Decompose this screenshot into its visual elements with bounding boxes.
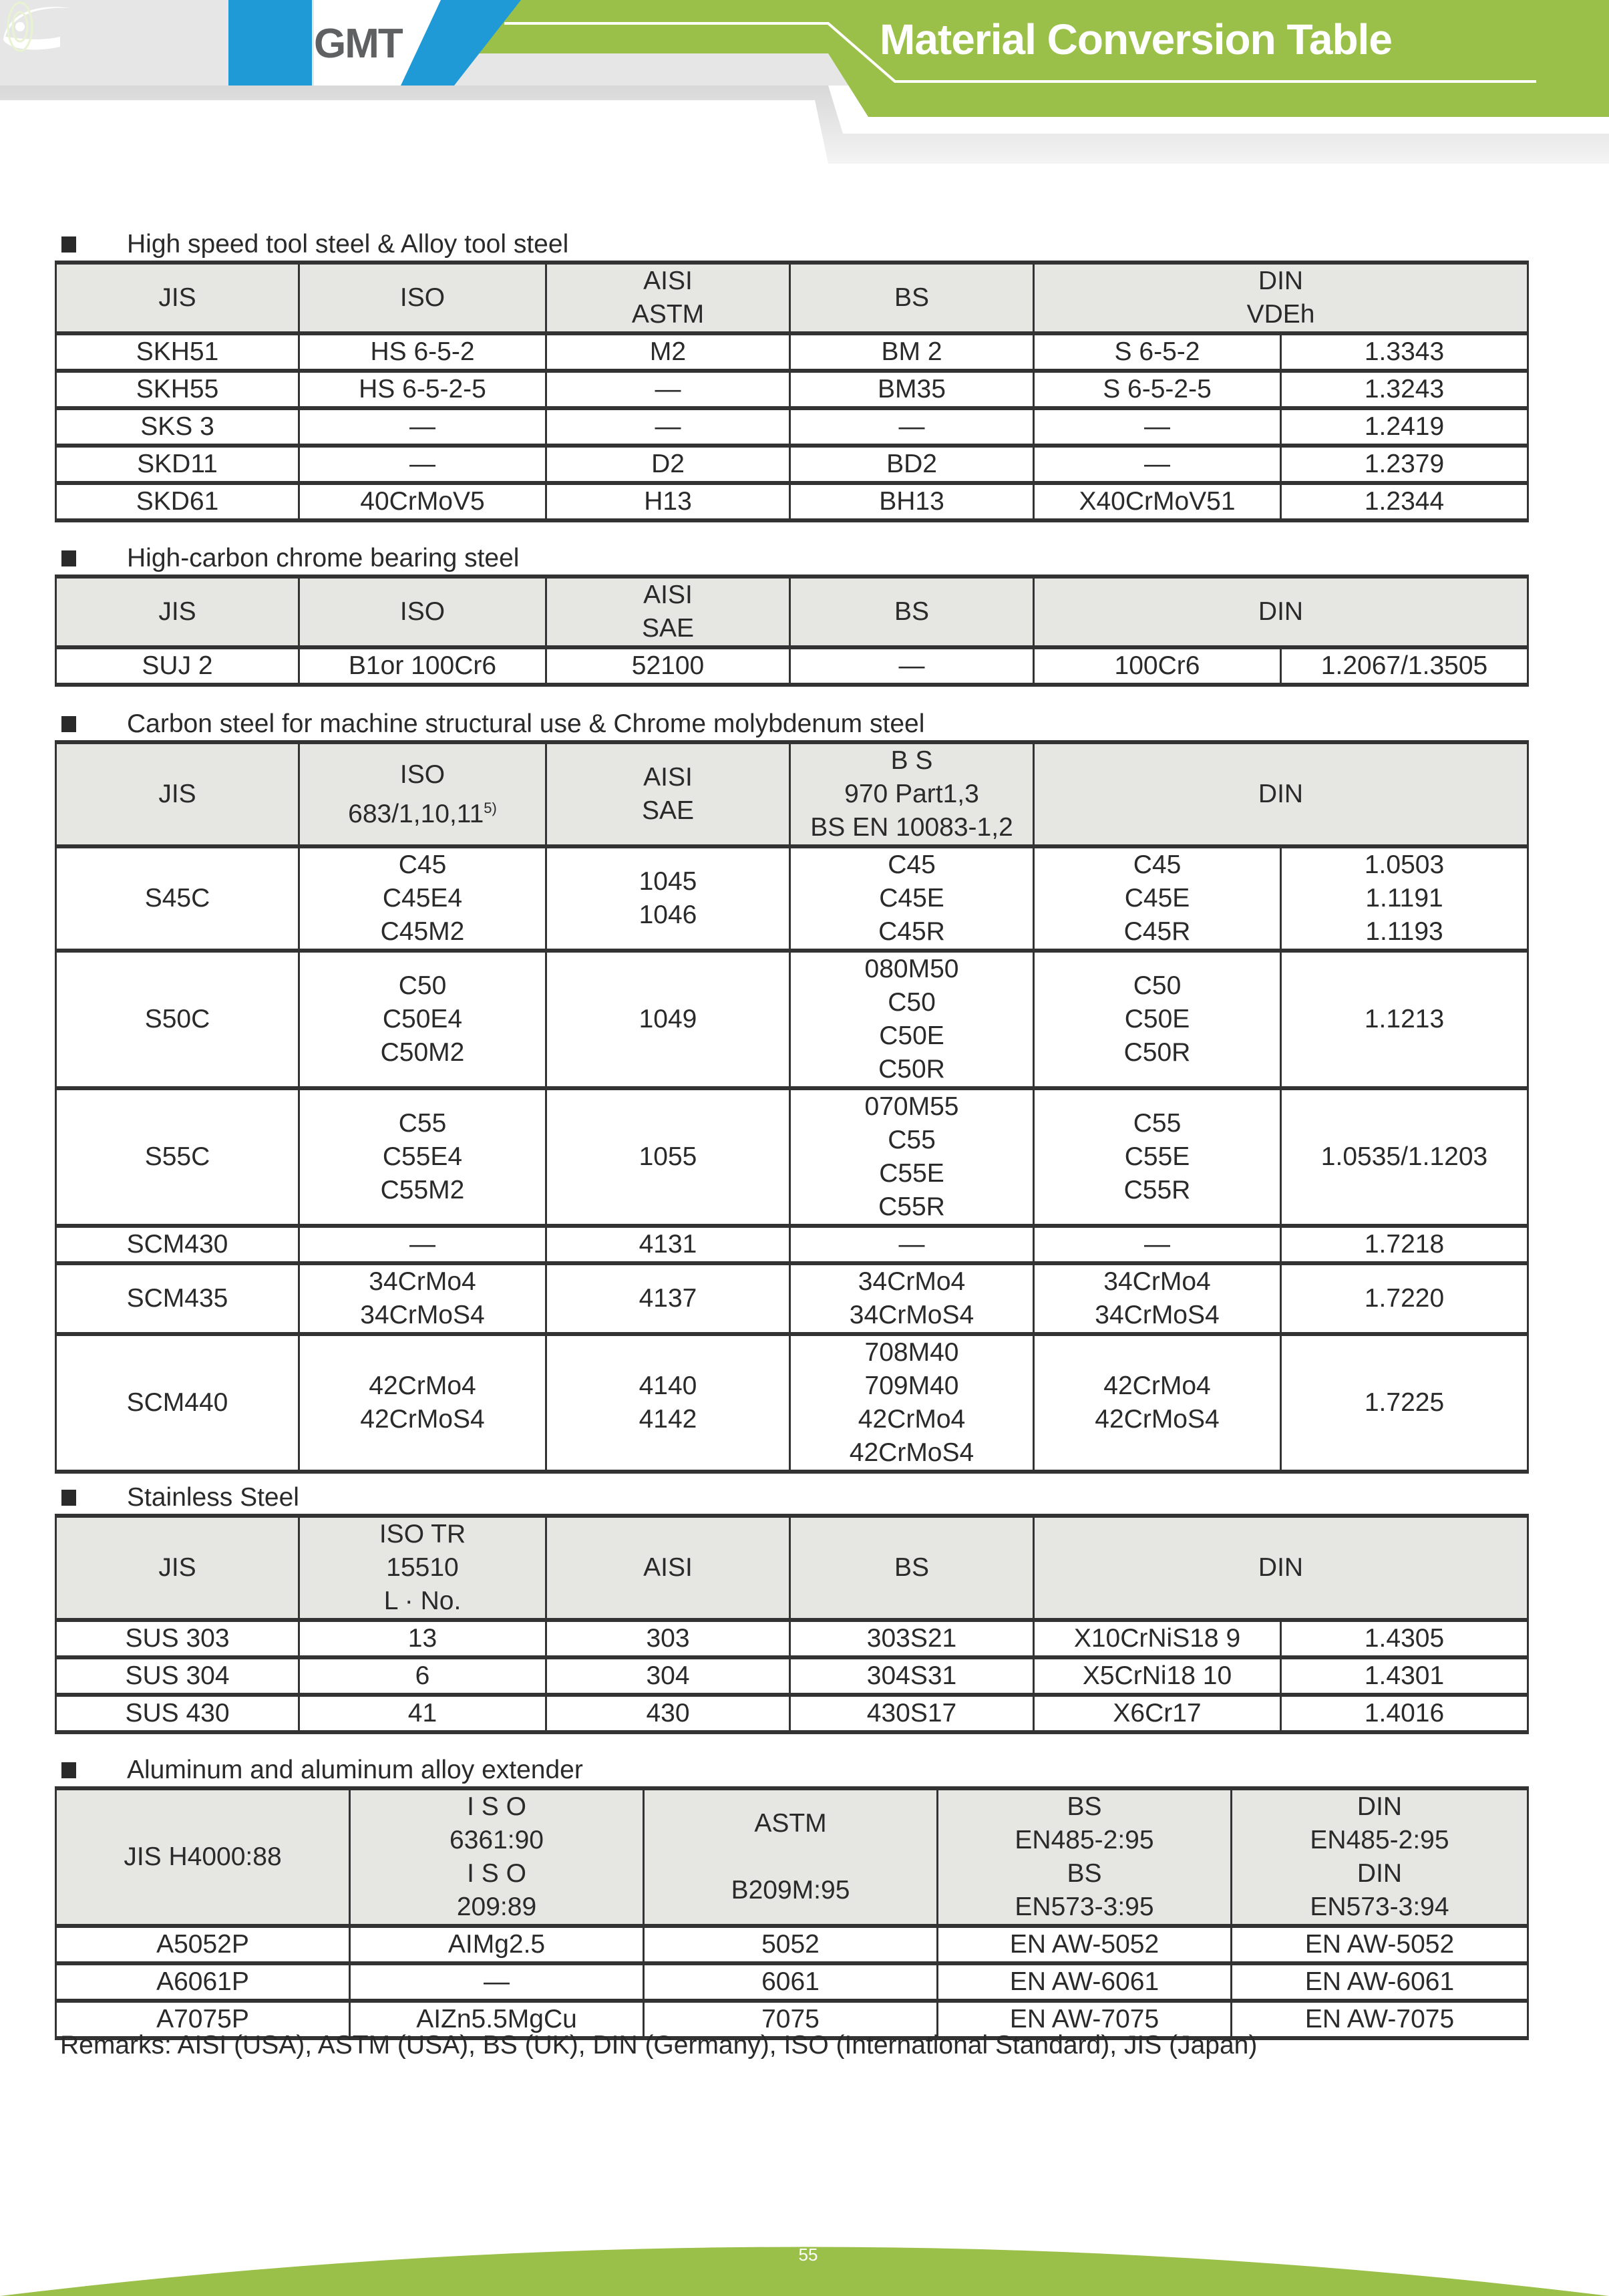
- table-cell: 1.3243: [1281, 371, 1528, 408]
- section-title: Stainless Steel: [127, 1483, 299, 1512]
- table-cell: BM35: [790, 371, 1034, 408]
- section-aluminum-alloy: [55, 1754, 1527, 2040]
- logo-text: GMT: [314, 21, 402, 67]
- table-row: [56, 1657, 1528, 1695]
- header-iso: ISO TR 15510 L · No.: [299, 1516, 546, 1620]
- table-cell: X10CrNiS18 9: [1034, 1620, 1281, 1657]
- table-cell: 070M55 C55 C55E C55R: [790, 1088, 1034, 1226]
- table-row: [56, 1926, 1528, 1963]
- table-cell: S45C: [56, 846, 299, 951]
- table-cell: 304S31: [790, 1657, 1034, 1695]
- header-iso: [299, 742, 546, 846]
- section-title: High speed tool steel & Alloy tool steel: [127, 230, 569, 259]
- table-cell: C55 C55E C55R: [1034, 1088, 1281, 1226]
- table-cell: 34CrMo4 34CrMoS4: [790, 1263, 1034, 1334]
- table-cell: SKD11: [56, 446, 299, 483]
- table-cell: 080M50 C50 C50E C50R: [790, 951, 1034, 1088]
- table-cell: 1.3343: [1281, 333, 1528, 371]
- conversion-table: [55, 1786, 1529, 2040]
- table-cell: SUS 303: [56, 1620, 299, 1657]
- table-cell: C45 C45E C45R: [1034, 846, 1281, 951]
- header-iso: ISO: [299, 577, 546, 647]
- table-cell: 303: [546, 1620, 790, 1657]
- section-title: Aluminum and aluminum alloy extender: [127, 1756, 583, 1784]
- header-jis: JIS: [56, 263, 299, 333]
- header-astm: ASTM B209M:95: [644, 1788, 938, 1926]
- table-cell: —: [1034, 1226, 1281, 1263]
- header-din: DIN: [1034, 742, 1528, 846]
- table-cell: X40CrMoV51: [1034, 483, 1281, 520]
- header-aisi: AISI SAE: [546, 742, 790, 846]
- table-cell: AIZn5.5MgCu: [350, 2001, 644, 2038]
- table-cell: 1.2067/1.3505: [1281, 647, 1528, 685]
- table-cell: A6061P: [56, 1963, 350, 2001]
- table-cell: EN AW-5052: [1232, 1926, 1528, 1963]
- conversion-table: [55, 1514, 1529, 1734]
- table-row: [56, 1088, 1528, 1226]
- table-cell: —: [299, 1226, 546, 1263]
- table-row: [56, 1226, 1528, 1263]
- remarks-note: Remarks: AISI (USA), ASTM (USA), BS (UK), DIN (Germany), ISO (International Standard), JIS (Japan): [60, 2031, 1258, 2060]
- table-cell: A7075P: [56, 2001, 350, 2038]
- table-row: [56, 951, 1528, 1088]
- table-cell: SKH55: [56, 371, 299, 408]
- table-cell: 52100: [546, 647, 790, 685]
- section-title: High-carbon chrome bearing steel: [127, 544, 520, 572]
- conversion-table: [55, 575, 1529, 687]
- header-bs: BS: [790, 1516, 1034, 1620]
- table-cell: —: [790, 408, 1034, 446]
- table-cell: 34CrMo4 34CrMoS4: [1034, 1263, 1281, 1334]
- table-cell: 42CrMo4 42CrMoS4: [1034, 1334, 1281, 1472]
- table-cell: AIMg2.5: [350, 1926, 644, 1963]
- header-iso-text: ISO 683/1,10,11: [348, 760, 484, 828]
- table-cell: SUJ 2: [56, 647, 299, 685]
- header-aisi: AISI: [546, 1516, 790, 1620]
- table-cell: 430S17: [790, 1695, 1034, 1732]
- section-bullet-icon: [61, 1490, 76, 1506]
- table-row: [56, 408, 1528, 446]
- section-bullet-icon: [61, 1762, 76, 1778]
- table-cell: 1.4305: [1281, 1620, 1528, 1657]
- header-aisi: AISI ASTM: [546, 263, 790, 333]
- table-cell: C45 C45E C45R: [790, 846, 1034, 951]
- section-high-speed-tool-steel: [55, 228, 1527, 522]
- table-cell: A5052P: [56, 1926, 350, 1963]
- table-cell: —: [546, 371, 790, 408]
- table-cell: EN AW-5052: [938, 1926, 1232, 1963]
- table-cell: SCM435: [56, 1263, 299, 1334]
- table-cell: 7075: [644, 2001, 938, 2038]
- table-cell: BH13: [790, 483, 1034, 520]
- page-number: 55: [798, 2245, 818, 2265]
- table-row: [56, 647, 1528, 685]
- table-cell: 1.7218: [1281, 1226, 1528, 1263]
- table-cell: X5CrNi18 10: [1034, 1657, 1281, 1695]
- table-cell: EN AW-7075: [938, 2001, 1232, 2038]
- header-aisi: AISI SAE: [546, 577, 790, 647]
- table-cell: 1.2344: [1281, 483, 1528, 520]
- table-cell: 1.0535/1.1203: [1281, 1088, 1528, 1226]
- table-cell: SUS 304: [56, 1657, 299, 1695]
- table-cell: SCM440: [56, 1334, 299, 1472]
- table-cell: 4140 4142: [546, 1334, 790, 1472]
- table-cell: 34CrMo4 34CrMoS4: [299, 1263, 546, 1334]
- table-cell: 4137: [546, 1263, 790, 1334]
- table-cell: —: [790, 647, 1034, 685]
- header-jis: JIS: [56, 577, 299, 647]
- header-jis: JIS: [56, 742, 299, 846]
- header-iso: I S O 6361:90 I S O 209:89: [350, 1788, 644, 1926]
- table-cell: 1045 1046: [546, 846, 790, 951]
- table-cell: C50 C50E C50R: [1034, 951, 1281, 1088]
- header-din: DIN: [1034, 1516, 1528, 1620]
- table-cell: EN AW-6061: [938, 1963, 1232, 2001]
- page-title: Material Conversion Table: [880, 15, 1392, 63]
- table-cell: 1.2419: [1281, 408, 1528, 446]
- table-cell: H13: [546, 483, 790, 520]
- table-cell: 304: [546, 1657, 790, 1695]
- table-cell: 1.1213: [1281, 951, 1528, 1088]
- header-iso: ISO: [299, 263, 546, 333]
- table-cell: C55 C55E4 C55M2: [299, 1088, 546, 1226]
- table-cell: BM 2: [790, 333, 1034, 371]
- header-bs: BS: [790, 263, 1034, 333]
- table-cell: S55C: [56, 1088, 299, 1226]
- table-row: [56, 1263, 1528, 1334]
- table-cell: 42CrMo4 42CrMoS4: [299, 1334, 546, 1472]
- table-cell: D2: [546, 446, 790, 483]
- table-cell: EN AW-7075: [1232, 2001, 1528, 2038]
- header-din: DIN EN485-2:95 DIN EN573-3:94: [1232, 1788, 1528, 1926]
- conversion-table: [55, 261, 1529, 522]
- header-bs: BS: [790, 577, 1034, 647]
- table-cell: 1049: [546, 951, 790, 1088]
- table-row: [56, 1334, 1528, 1472]
- section-bullet-icon: [61, 236, 76, 253]
- logo-mark: [228, 0, 312, 86]
- table-row: [56, 846, 1528, 951]
- table-cell: X6Cr17: [1034, 1695, 1281, 1732]
- table-cell: 6061: [644, 1963, 938, 2001]
- table-cell: 4131: [546, 1226, 790, 1263]
- table-cell: —: [1034, 446, 1281, 483]
- section-bullet-icon: [61, 716, 76, 732]
- table-cell: SKD61: [56, 483, 299, 520]
- footnote-marker: 5): [484, 799, 497, 816]
- table-cell: 1.7225: [1281, 1334, 1528, 1472]
- table-cell: C50 C50E4 C50M2: [299, 951, 546, 1088]
- table-cell: S50C: [56, 951, 299, 1088]
- page-header: [0, 0, 1609, 174]
- table-cell: 708M40 709M40 42CrMo4 42CrMoS4: [790, 1334, 1034, 1472]
- table-cell: 41: [299, 1695, 546, 1732]
- table-cell: SUS 430: [56, 1695, 299, 1732]
- table-cell: 5052: [644, 1926, 938, 1963]
- table-cell: 1055: [546, 1088, 790, 1226]
- table-row: [56, 483, 1528, 520]
- table-cell: M2: [546, 333, 790, 371]
- table-cell: —: [299, 446, 546, 483]
- table-cell: SKH51: [56, 333, 299, 371]
- table-cell: S 6-5-2: [1034, 333, 1281, 371]
- table-cell: 1.7220: [1281, 1263, 1528, 1334]
- table-row: [56, 446, 1528, 483]
- table-cell: —: [350, 1963, 644, 2001]
- header-din: DIN VDEh: [1034, 263, 1528, 333]
- table-row: [56, 1620, 1528, 1657]
- table-cell: HS 6-5-2: [299, 333, 546, 371]
- header-jis: JIS H4000:88: [56, 1788, 350, 1926]
- section-title: Carbon steel for machine structural use & Chrome molybdenum steel: [127, 709, 925, 738]
- table-cell: S 6-5-2-5: [1034, 371, 1281, 408]
- section-bullet-icon: [61, 550, 76, 566]
- header-bs: B S 970 Part1,3 BS EN 10083-1,2: [790, 742, 1034, 846]
- table-cell: 100Cr6: [1034, 647, 1281, 685]
- table-cell: —: [790, 1226, 1034, 1263]
- table-cell: SKS 3: [56, 408, 299, 446]
- table-cell: BD2: [790, 446, 1034, 483]
- table-cell: —: [546, 408, 790, 446]
- header-jis: JIS: [56, 1516, 299, 1620]
- table-cell: 1.4301: [1281, 1657, 1528, 1695]
- table-cell: 13: [299, 1620, 546, 1657]
- table-row: [56, 1695, 1528, 1732]
- section-bearing-steel: [55, 542, 1527, 687]
- conversion-table: [55, 740, 1529, 1474]
- table-row: [56, 333, 1528, 371]
- section-carbon-chrome-moly-steel: [55, 708, 1527, 1474]
- table-cell: 1.2379: [1281, 446, 1528, 483]
- table-row: [56, 371, 1528, 408]
- table-cell: 1.0503 1.1191 1.1193: [1281, 846, 1528, 951]
- table-cell: 430: [546, 1695, 790, 1732]
- table-cell: HS 6-5-2-5: [299, 371, 546, 408]
- table-cell: SCM430: [56, 1226, 299, 1263]
- table-cell: 6: [299, 1657, 546, 1695]
- target-icon: [0, 0, 39, 53]
- header-bs: BS EN485-2:95 BS EN573-3:95: [938, 1788, 1232, 1926]
- table-cell: 40CrMoV5: [299, 483, 546, 520]
- table-cell: C45 C45E4 C45M2: [299, 846, 546, 951]
- section-stainless-steel: [55, 1482, 1527, 1734]
- table-cell: EN AW-6061: [1232, 1963, 1528, 2001]
- table-cell: 303S21: [790, 1620, 1034, 1657]
- table-cell: 1.4016: [1281, 1695, 1528, 1732]
- table-cell: —: [1034, 408, 1281, 446]
- header-din: DIN: [1034, 577, 1528, 647]
- table-cell: —: [299, 408, 546, 446]
- table-row: [56, 1963, 1528, 2001]
- table-cell: B1or 100Cr6: [299, 647, 546, 685]
